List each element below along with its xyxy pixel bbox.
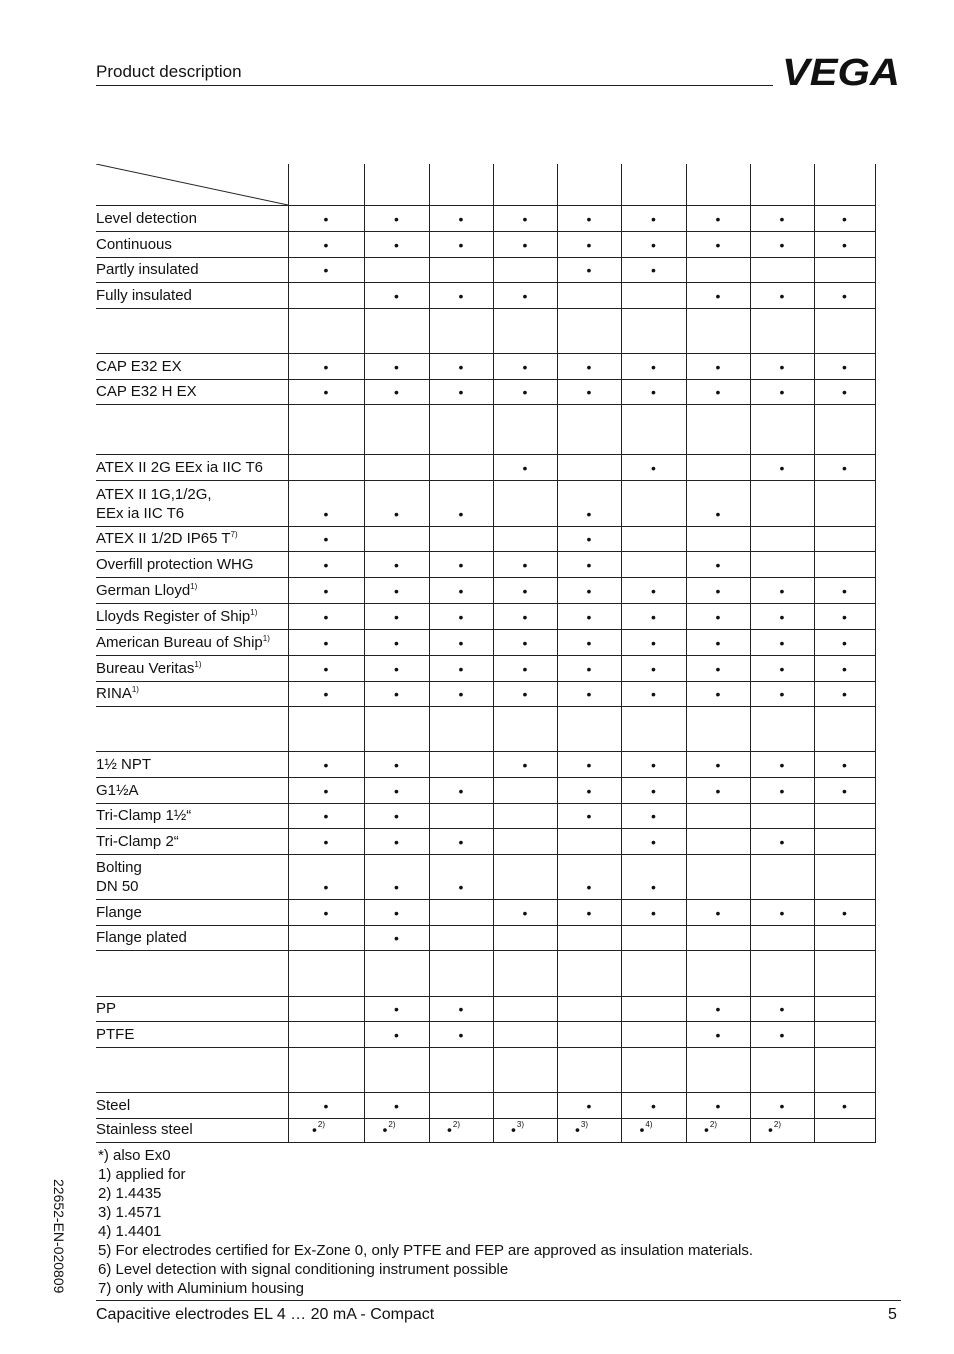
table-cell-mark: • — [842, 237, 847, 253]
table-cell-mark: • — [323, 834, 329, 850]
row-label: Lloyds Register of Ship$^{1)}$ — [96, 608, 258, 625]
vega-logo — [782, 55, 902, 87]
table-cell-mark: • — [779, 834, 785, 850]
table-cell-mark: • — [458, 359, 464, 375]
table-cell-mark: • — [586, 262, 592, 278]
table-cell-mark: • — [651, 808, 656, 824]
table-cell-mark: • — [779, 661, 785, 677]
table-row — [96, 577, 876, 603]
table-cell-mark: • — [323, 237, 329, 253]
section-title: Product description — [96, 62, 242, 81]
table-row — [96, 404, 876, 454]
table-row — [96, 379, 876, 404]
table-cell-mark: •$^{2)}$ — [382, 1120, 396, 1138]
table-cell-mark: • — [586, 635, 592, 651]
table-cell-mark: • — [651, 359, 656, 375]
table-cell-mark: • — [394, 237, 399, 253]
table-cell-mark: • — [651, 583, 656, 599]
table-cell-mark: • — [394, 557, 399, 573]
footnote-line: 6) Level detection with signal conditioning instrument possible — [98, 1261, 509, 1278]
footnote-line: 1) applied for — [98, 1166, 186, 1183]
table-cell-mark: • — [458, 506, 464, 522]
table-cell-mark: • — [522, 661, 528, 677]
row-label: CAP E32 H EX — [96, 383, 197, 400]
table-cell-mark: • — [522, 557, 528, 573]
table-cell-mark: • — [458, 288, 464, 304]
table-cell-mark: • — [715, 905, 721, 921]
table-cell-mark: • — [394, 661, 399, 677]
table-cell-mark: • — [458, 783, 464, 799]
table-cell-mark: • — [458, 661, 464, 677]
table-cell-mark: • — [394, 1001, 399, 1017]
table-cell-mark: • — [394, 506, 399, 522]
table-cell-mark: • — [715, 783, 721, 799]
table-cell-mark: • — [779, 635, 785, 651]
table-cell-mark: • — [323, 211, 329, 227]
table-cell-mark: • — [323, 661, 329, 677]
document-code — [40, 1179, 67, 1310]
table-cell-mark: • — [715, 757, 721, 773]
table-row — [96, 454, 876, 480]
table-cell-mark: • — [651, 1098, 656, 1114]
table-cell-mark: • — [586, 879, 592, 895]
footnote-ref: 1) — [190, 582, 198, 591]
table-cell-mark: • — [458, 583, 464, 599]
row-label: German Lloyd$^{1)}$ — [96, 582, 198, 599]
table-cell-mark: •$^{3)}$ — [575, 1120, 589, 1138]
table-cell-mark: • — [323, 609, 329, 625]
row-label: Bolting DN 50 — [96, 859, 142, 895]
table-cell-mark: • — [522, 609, 528, 625]
table-cell-mark: • — [715, 557, 721, 573]
row-label: Overfill protection WHG — [96, 556, 254, 573]
table-cell-mark: • — [842, 905, 847, 921]
table-cell-mark: • — [651, 661, 656, 677]
row-label: PP — [96, 1000, 117, 1017]
table-cell-mark: • — [651, 635, 656, 651]
table-cell-mark: • — [586, 531, 592, 547]
table-cell-mark: • — [715, 506, 721, 522]
table-cell-mark: • — [458, 1001, 464, 1017]
table-cell-mark: • — [715, 211, 721, 227]
table-cell-mark: • — [586, 557, 592, 573]
table-cell-mark: •$^{2)}$ — [312, 1120, 326, 1138]
table-row — [96, 777, 876, 803]
table-cell-mark: • — [522, 757, 528, 773]
table-cell-mark: • — [323, 783, 329, 799]
row-label: Level detection — [96, 210, 197, 227]
table-cell-mark: • — [651, 879, 656, 895]
row-label: Partly insulated — [96, 261, 199, 278]
table-cell-mark: • — [779, 1027, 785, 1043]
table-cell-mark: • — [394, 905, 399, 921]
table-cell-mark: • — [458, 211, 464, 227]
row-label: RINA$^{1)}$ — [96, 685, 139, 702]
table-cell-mark: • — [842, 384, 847, 400]
footnote-line: 7) only with Aluminium housing — [98, 1280, 304, 1297]
row-label: G1½A — [96, 782, 139, 799]
table-cell-mark: • — [779, 237, 785, 253]
table-cell-mark: • — [651, 783, 656, 799]
table-cell-mark: • — [394, 834, 399, 850]
table-cell-mark: • — [394, 1098, 399, 1114]
table-cell-mark: • — [458, 1027, 464, 1043]
table-cell-mark: • — [323, 905, 329, 921]
table-row — [96, 551, 876, 577]
table-row — [96, 1118, 876, 1142]
table-cell-mark: • — [522, 288, 528, 304]
table-cell-mark: • — [394, 1027, 399, 1043]
table-row — [96, 899, 876, 925]
table-row — [96, 308, 876, 353]
table-row — [96, 681, 876, 706]
table-cell-mark: • — [586, 808, 592, 824]
table-cell-mark: • — [715, 237, 721, 253]
table-cell-mark: • — [522, 905, 528, 921]
table-cell-mark: • — [458, 557, 464, 573]
table-cell-mark: • — [651, 757, 656, 773]
table-cell-mark: •$^{2)}$ — [768, 1120, 782, 1138]
table-cell-mark: • — [715, 1027, 721, 1043]
logo-wordmark: VEGA — [782, 55, 900, 87]
table-row — [96, 1047, 876, 1092]
table-cell-mark: • — [779, 359, 785, 375]
row-label: Tri-Clamp 1½“ — [96, 807, 192, 824]
table-cell-mark: • — [779, 583, 785, 599]
table-cell-mark: • — [715, 359, 721, 375]
table-cell-mark: • — [394, 359, 399, 375]
table-cell-mark: • — [715, 635, 721, 651]
header-divider — [96, 85, 773, 86]
table-cell-mark: • — [842, 583, 847, 599]
table-cell-mark: • — [651, 237, 656, 253]
table-cell-mark: • — [651, 460, 656, 476]
table-row — [96, 164, 876, 205]
table-cell-mark: • — [842, 757, 847, 773]
footnote-line: 3) 1.4571 — [98, 1204, 162, 1221]
table-cell-mark: • — [323, 1098, 329, 1114]
footnote-ref: 1) — [131, 685, 139, 694]
row-divider — [96, 1142, 876, 1143]
table-cell-mark: • — [522, 686, 528, 702]
table-cell-mark: • — [394, 808, 399, 824]
table-cell-mark: • — [842, 783, 847, 799]
table-cell-mark: • — [394, 384, 399, 400]
table-cell-mark: • — [842, 288, 847, 304]
table-row — [96, 231, 876, 257]
footnote-line: 2) 1.4435 — [98, 1185, 162, 1202]
row-label: Flange plated — [96, 929, 187, 946]
table-cell-mark: • — [522, 384, 528, 400]
table-cell-mark: • — [458, 609, 464, 625]
table-row — [96, 353, 876, 379]
table-cell-mark: • — [522, 359, 528, 375]
table-cell-mark: • — [779, 609, 785, 625]
table-cell-mark: • — [522, 460, 528, 476]
table-cell-mark: • — [779, 460, 785, 476]
table-row — [96, 257, 876, 282]
table-cell-mark: • — [323, 757, 329, 773]
footnotes — [98, 1146, 753, 1298]
table-row — [96, 706, 876, 751]
footnote-ref: 1) — [262, 634, 270, 643]
row-label: 1½ NPT — [96, 756, 152, 773]
table-cell-mark: • — [779, 288, 785, 304]
table-cell-mark: • — [323, 879, 329, 895]
table-cell-mark: • — [586, 237, 592, 253]
table-row — [96, 803, 876, 828]
table-cell-mark: • — [458, 834, 464, 850]
table-cell-mark: • — [458, 879, 464, 895]
table-cell-mark: •$^{2)}$ — [447, 1120, 461, 1138]
table-row — [96, 480, 876, 526]
table-row — [96, 996, 876, 1021]
table-cell-mark: • — [586, 905, 592, 921]
table-cell-mark: • — [586, 1098, 592, 1114]
table-cell-mark: • — [586, 783, 592, 799]
table-row — [96, 854, 876, 899]
table-cell-mark: • — [394, 686, 399, 702]
table-cell-mark: • — [522, 635, 528, 651]
table-row — [96, 828, 876, 854]
table-cell-mark: • — [586, 609, 592, 625]
footnote-ref: 1) — [194, 660, 202, 669]
table-row — [96, 751, 876, 777]
table-cell-mark: • — [779, 211, 785, 227]
table-cell-mark: • — [522, 211, 528, 227]
table-cell-mark: • — [394, 635, 399, 651]
table-row — [96, 655, 876, 681]
row-label: Bureau Veritas$^{1)}$ — [96, 660, 202, 677]
table-row — [96, 950, 876, 996]
footnote-line: 5) For electrodes certified for Ex-Zone 0, only PTFE and FEP are approved as insulation materials. — [98, 1242, 754, 1259]
footnote-ref: 1) — [250, 608, 258, 617]
row-label: ATEX II 1/2D IP65 $T^{7)}$ — [96, 530, 238, 547]
table-cell-mark: • — [842, 661, 847, 677]
row-label: ATEX II 2G EEx ia IIC T6 — [96, 459, 263, 476]
table-cell-mark: • — [842, 635, 847, 651]
table-row — [96, 629, 876, 655]
table-cell-mark: • — [779, 384, 785, 400]
table-row — [96, 205, 876, 231]
table-cell-mark: • — [779, 1001, 785, 1017]
footnote-ref: 7) — [230, 530, 238, 539]
table-cell-mark: • — [586, 211, 592, 227]
table-cell-mark: • — [779, 686, 785, 702]
row-label: Flange — [96, 904, 142, 921]
row-label: CAP E32 EX — [96, 358, 182, 375]
footnote-line: *) also Ex0 — [98, 1147, 171, 1164]
table-row — [96, 282, 876, 308]
page-number: 5 — [888, 1306, 897, 1323]
table-cell-mark: • — [715, 686, 721, 702]
table-cell-mark: • — [715, 661, 721, 677]
table-row — [96, 925, 876, 950]
table-cell-mark: • — [715, 609, 721, 625]
table-cell-mark: • — [651, 262, 656, 278]
document-code-text: 22652-EN-020809 — [51, 1179, 67, 1294]
table-cell-mark: • — [842, 686, 847, 702]
row-label: Steel — [96, 1097, 131, 1114]
table-cell-mark: • — [394, 288, 399, 304]
table-cell-mark: • — [323, 359, 329, 375]
table-cell-mark: •$^{4)}$ — [639, 1120, 653, 1138]
table-cell-mark: •$^{3)}$ — [511, 1120, 525, 1138]
table-row — [96, 1021, 876, 1047]
table-cell-mark: • — [586, 506, 592, 522]
table-cell-mark: • — [779, 905, 785, 921]
footer-divider — [96, 1300, 901, 1301]
table-cell-mark: • — [394, 930, 399, 946]
table-row — [96, 1092, 876, 1118]
table-cell-mark: • — [394, 757, 399, 773]
table-cell-mark: • — [323, 635, 329, 651]
table-cell-mark: • — [651, 686, 656, 702]
table-cell-mark: • — [586, 686, 592, 702]
table-cell-mark: • — [323, 808, 329, 824]
row-label: American Bureau of Ship$^{1)}$ — [96, 634, 270, 651]
table-cell-mark: • — [842, 1098, 847, 1114]
table-cell-mark: • — [842, 211, 847, 227]
table-cell-mark: • — [842, 359, 847, 375]
table-cell-mark: • — [651, 609, 656, 625]
table-cell-mark: • — [715, 583, 721, 599]
table-cell-mark: • — [779, 1098, 785, 1114]
table-cell-mark: • — [651, 384, 656, 400]
table-cell-mark: • — [323, 506, 329, 522]
table-cell-mark: • — [323, 384, 329, 400]
table-cell-mark: • — [842, 460, 847, 476]
table-cell-mark: • — [458, 686, 464, 702]
table-cell-mark: • — [323, 686, 329, 702]
table-cell-mark: • — [323, 531, 329, 547]
table-cell-mark: • — [651, 211, 656, 227]
table-cell-mark: • — [586, 583, 592, 599]
table-cell-mark: • — [586, 359, 592, 375]
table-cell-mark: • — [394, 783, 399, 799]
row-label: Continuous — [96, 236, 172, 253]
table-cell-mark: • — [458, 635, 464, 651]
product-matrix-table — [96, 164, 876, 1142]
table-cell-mark: • — [586, 661, 592, 677]
row-label: ATEX II 1G,1/2G, EEx ia IIC T6 — [96, 486, 212, 522]
table-cell-mark: • — [586, 384, 592, 400]
table-cell-mark: • — [323, 557, 329, 573]
table-row — [96, 603, 876, 629]
footnote-line: 4) 1.4401 — [98, 1223, 162, 1240]
table-cell-mark: • — [522, 583, 528, 599]
row-label: Fully insulated — [96, 287, 192, 304]
table-cell-mark: • — [779, 757, 785, 773]
footer-title: Capacitive electrodes EL 4 … 20 mA - Compact — [96, 1306, 435, 1323]
table-cell-mark: • — [394, 609, 399, 625]
table-cell-mark: • — [323, 583, 329, 599]
table-cell-mark: • — [715, 1001, 721, 1017]
table-cell-mark: • — [715, 288, 721, 304]
row-label: PTFE — [96, 1026, 135, 1043]
table-cell-mark: • — [458, 384, 464, 400]
table-cell-mark: • — [586, 757, 592, 773]
table-row — [96, 526, 876, 551]
table-cell-mark: • — [842, 609, 847, 625]
table-cell-mark: • — [715, 384, 721, 400]
table-cell-mark: • — [394, 879, 399, 895]
table-cell-mark: • — [394, 583, 399, 599]
table-cell-mark: • — [651, 905, 656, 921]
table-cell-mark: • — [651, 834, 656, 850]
table-cell-mark: • — [394, 211, 399, 227]
table-cell-mark: • — [779, 783, 785, 799]
table-cell-mark: • — [522, 237, 528, 253]
table-cell-mark: • — [323, 262, 329, 278]
row-label: Stainless steel — [96, 1121, 193, 1138]
table-cell-mark: •$^{2)}$ — [704, 1120, 718, 1138]
table-cell-mark: • — [715, 1098, 721, 1114]
row-label: Tri-Clamp 2“ — [96, 833, 179, 850]
table-cell-mark: • — [458, 237, 464, 253]
